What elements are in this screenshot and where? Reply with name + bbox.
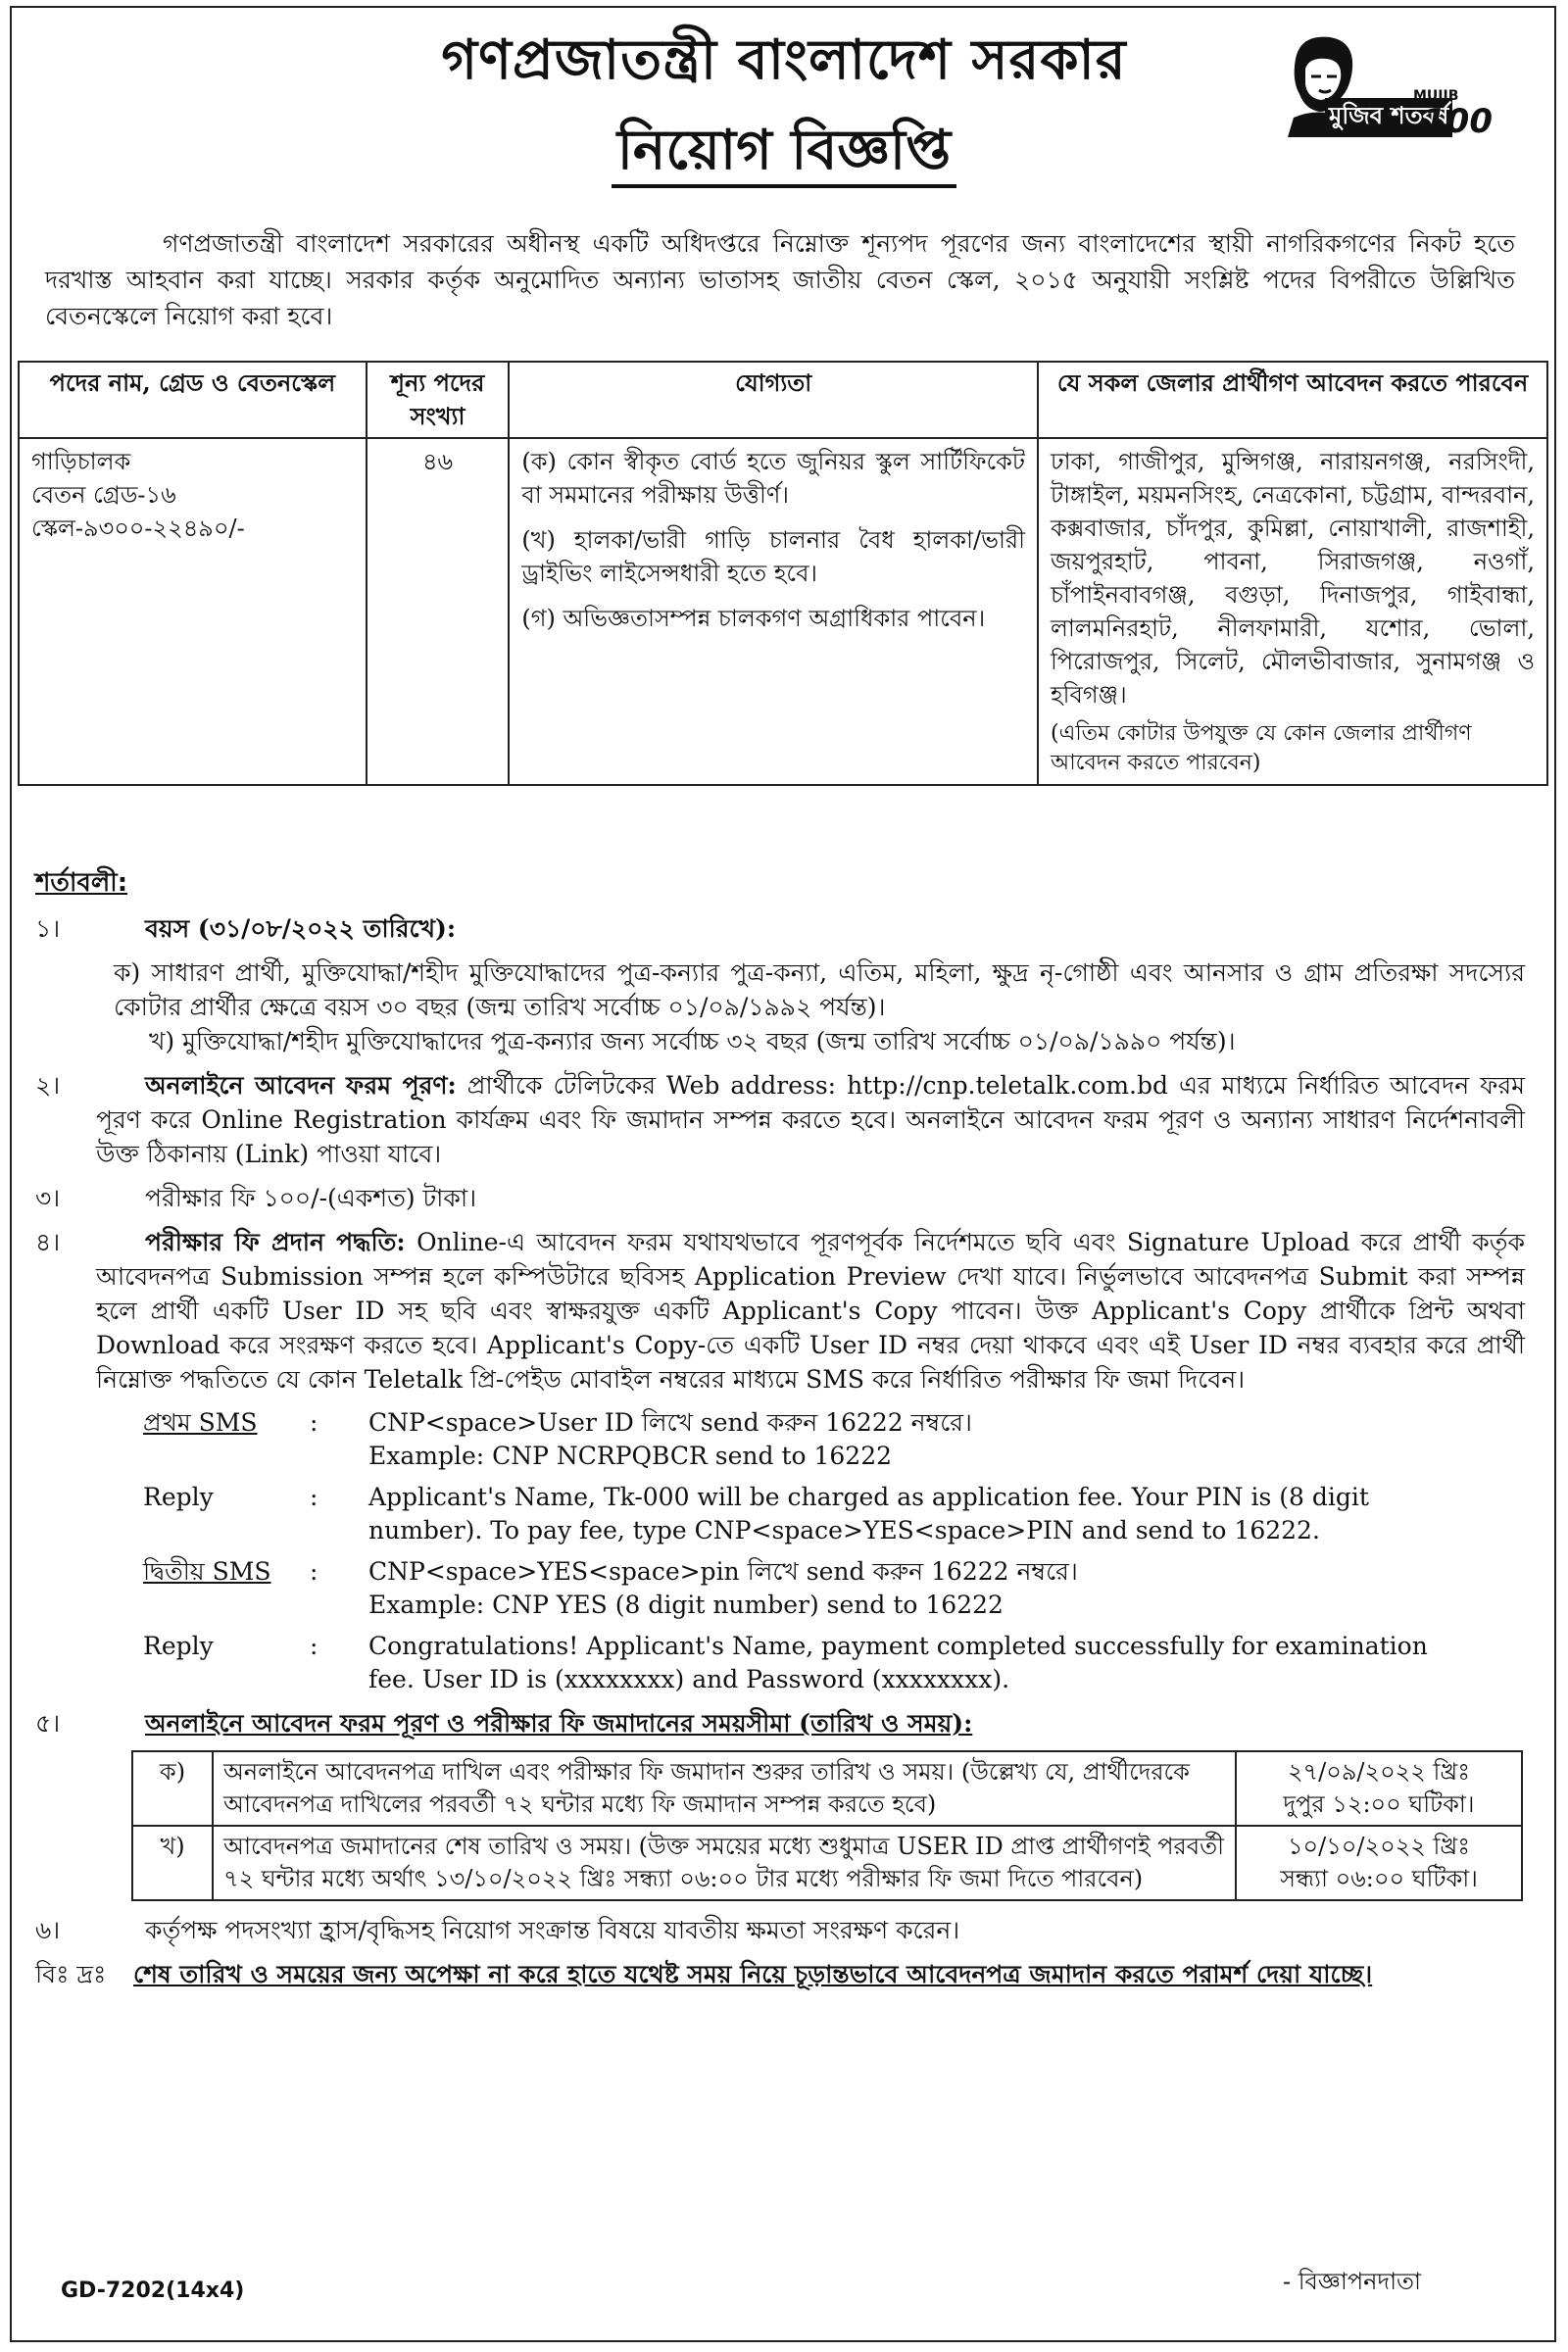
table-row — [132, 1826, 1522, 1900]
age-rule-a: ক) সাধারণ প্রার্থী, মুক্তিযোদ্ধা/শহীদ মুক্তিযোদ্ধাদের পুত্র-কন্যার পুত্র-কন্যা, এতিম, মহিলা, ক্ষুদ্র নৃ-গোষ্ঠী এবং আনসার ও গ্রাম প্রতিরক্ষা সদস্যের কোটার প্রার্থীর ক্ষেত্রে বয়স ৩০ বছর (জন্ম তারিখ সর্বোচ্চ ০১/০৯/১৯৯২ পর্যন্ত)। — [114, 958, 1525, 1021]
sms-colon: : — [310, 1408, 318, 1437]
header-vacancies: শূন্য পদের সংখ্যা — [367, 362, 510, 438]
header-districts: যে সকল জেলার প্রার্থীগণ আবেদন করতে পারবেন — [1038, 362, 1547, 438]
note-text: শেষ তারিখ ও সময়ের জন্য অপেক্ষা না করে হাতে যথেষ্ট সময় নিয়ে চূড়ান্তভাবে আবেদনপত্র জমাদান করতে পরামর্শ দেয়া যাচ্ছে। — [133, 1960, 1373, 1988]
table-row — [132, 1751, 1522, 1826]
condition-authority — [35, 1913, 1525, 1947]
qualification-item: (গ) অভিজ্ঞতাসম্পন্ন চালকগণ অগ্রাধিকার পাবেন। — [521, 605, 986, 632]
condition-online-form — [35, 1068, 1525, 1171]
note-label: বিঃ দ্রঃ — [35, 1960, 107, 1988]
table-header-row — [19, 362, 1547, 438]
district-list: ঢাকা, গাজীপুর, মুন্সিগঞ্জ, নারায়নগঞ্জ, নরসিংদী, টাঙ্গাইল, ময়মনসিংহ, নেত্রকোনা, চট্টগ্রাম, বান্দরবান, কক্সবাজার, চাঁদপুর, কুমিল্লা, নোয়াখালী, রাজশাহী, জয়পুরহাট, পাবনা, সিরাজগঞ্জ, নওগাঁ, চাঁপাইনবাবগঞ্জ, বগুড়া, দিনাজপুর, গাইবান্ধা, লালমনিরহাট, নীলফামারী, যশোর, ভোলা, পিরোজপুর, সিলেট, মৌলভীবাজার, সুনামগঞ্জ ও হবিগঞ্জ। — [1051, 448, 1535, 709]
notice-title-text: নিয়োগ বিজ্ঞপ্তি — [612, 119, 956, 188]
intro-paragraph: গণপ্রজাতন্ত্রী বাংলাদেশ সরকারের অধীনস্থ একটি অধিদপ্তরে নিম্নোক্ত শূন্যপদ পূরণের জন্য বাংলাদেশের স্থায়ী নাগরিকগণের নিকট হতে দরখাস্ত আহবান করা যাচ্ছে। সরকার কর্তৃক অনুমোদিত অন্যান্য ভাতাসহ জাতীয় বেতন স্কেল, ২০১৫ অনুযায়ী সংশ্লিষ্ট পদের বিপরীতে উল্লিখিত বেতনস্কেলে নিয়োগ করা হবে। — [45, 229, 1515, 330]
post-cell — [19, 438, 367, 785]
condition-fee — [35, 1181, 1525, 1215]
condition-text: Online-এ আবেদন ফরম যথাযথভাবে পূরণপূর্বক নির্দেশমতে ছবি এবং Signature Upload করে প্রার্থী কর্তৃক আবেদনপত্র Submission সম্পন্ন হলে কম্পিউটারে ছবিসহ Application Preview দেখা যাবে। নির্ভুলভাবে আবেদনপত্র Submit করা সম্পন্ন হলে প্রার্থী একটি User ID সহ ছবি এবং স্বাক্ষরযুক্ত একটি Applicant's Copy পাবেন। উক্ত Applicant's Copy প্রার্থীকে প্রিন্ট অথবা Download করে সংরক্ষণ করতে হবে। Applicant's Copy-তে একটি User ID নম্বর দেয়া থাকবে এবং এই User ID নম্বর ব্যবহার করে প্রার্থী নিম্নোক্ত পদ্ধতিতে যে কোন Teletalk প্রি-পেইড মোবাইল নম্বরের মাধ্যমে SMS করে নির্ধারিত পরীক্ষার ফি জমা দিবেন। — [96, 1228, 1525, 1394]
post-name: গাড়িচালক — [31, 448, 131, 475]
sms-text: Congratulations! Applicant's Name, payment completed successfully for examination fee. User ID is (xxxxxxxx) and Password (xxxxxxxx). — [368, 1632, 1428, 1693]
condition-deadline — [35, 1706, 1525, 1740]
districts-cell — [1038, 438, 1547, 785]
conditions-heading: শর্তাবলী: — [35, 868, 128, 898]
condition-number: ১। — [35, 914, 61, 943]
condition-lead: অনলাইনে আবেদন ফরম পূরণ ও পরীক্ষার ফি জমাদানের সময়সীমা (তারিখ ও সময়): — [145, 1709, 973, 1738]
condition-text: পরীক্ষার ফি ১০০/-(একশত) টাকা। — [145, 1184, 477, 1212]
schedule-time: সন্ধ্যা ০৬:০০ ঘটিকা। — [1280, 1865, 1478, 1892]
qualification-cell — [509, 438, 1038, 785]
mujib-100-logo — [1266, 29, 1521, 157]
schedule-key: খ) — [132, 1826, 213, 1900]
schedule-datetime — [1236, 1751, 1522, 1826]
qualification-item: (খ) হালকা/ভারী গাড়ি চালনার বৈধ হালকা/ভারী ড্রাইভিং লাইসেন্সধারী হতে হবে। — [521, 526, 1025, 587]
sms-label: Reply — [143, 1483, 214, 1511]
sms-instructions — [143, 1406, 1525, 1696]
logo-english-text: MUJIB — [1413, 88, 1459, 104]
sms-text: CNP<space>YES<space>pin লিখে send করুন 16222 নম্বরে। Example: CNP YES (8 digit number) send to 16222 — [368, 1557, 1078, 1619]
district-note: (এতিম কোটার উপযুক্ত যে কোন জেলার প্রার্থীগণ আবেদন করতে পারবেন) — [1051, 721, 1472, 775]
schedule-table — [131, 1750, 1523, 1901]
gd-code: GD-7202(14x4) — [61, 2278, 245, 2303]
condition-age — [35, 911, 1525, 946]
post-grade: বেতন গ্রেড-১৬ — [31, 481, 176, 509]
schedule-datetime — [1236, 1826, 1522, 1900]
schedule-text: অনলাইনে আবেদনপত্র দাখিল এবং পরীক্ষার ফি জমাদান শুরুর তারিখ ও সময়। (উল্লেখ্য যে, প্রার্থীদেরকে আবেদনপত্র দাখিলের পরবর্তী ৭২ ঘন্টার মধ্যে ফি জমাদান সম্পন্ন করতে হবে) — [213, 1751, 1236, 1826]
schedule-date: ২৭/০৯/২০২২ খ্রিঃ — [1287, 1758, 1471, 1786]
header-post-name: পদের নাম, গ্রেড ও বেতনস্কেল — [19, 362, 367, 438]
table-row — [19, 438, 1547, 785]
condition-number: ৫। — [35, 1709, 61, 1738]
conditions-section — [35, 862, 1525, 1991]
condition-lead: অনলাইনে আবেদন ফরম পূরণ: — [145, 1071, 457, 1100]
schedule-time: দুপুর ১২:০০ ঘটিকা। — [1283, 1790, 1475, 1818]
sms-label: প্রথম SMS — [143, 1408, 258, 1437]
special-note — [35, 1957, 1525, 1991]
schedule-text: আবেদনপত্র জমাদানের শেষ তারিখ ও সময়। (উক্ত সময়ের মধ্যে শুধুমাত্র USER ID প্রাপ্ত প্রার্থীগণই পরবর্তী ৭২ ঘন্টার মধ্যে অর্থাৎ ১৩/১০/২০২২ খ্রিঃ সন্ধ্যা ০৬:০০ টার মধ্যে পরীক্ষার ফি জমা দিতে পারবেন) — [213, 1826, 1236, 1900]
condition-number: ২। — [35, 1071, 61, 1100]
sms-colon: : — [310, 1557, 318, 1586]
condition-number: ৪। — [35, 1228, 61, 1256]
logo-number: 100 — [1423, 102, 1493, 141]
condition-text: কর্তৃপক্ষ পদসংখ্যা হ্রাস/বৃদ্ধিসহ নিয়োগ সংক্রান্ত বিষয়ে যাবতীয় ক্ষমতা সংরক্ষণ করেন। — [145, 1916, 960, 1944]
qualification-item: (ক) কোন স্বীকৃত বোর্ড হতে জুনিয়র স্কুল সার্টিফিকেট বা সমমানের পরীক্ষায় উত্তীর্ণ। — [521, 448, 1025, 509]
sms-text: Applicant's Name, Tk-000 will be charged as application fee. Your PIN is (8 digit number). To pay fee, type CNP<space>YES<space>PIN and send to 16222. — [368, 1483, 1369, 1544]
condition-text: প্রার্থীকে টেলিটকের Web address: http://cnp.teletalk.com.bd এর মাধ্যমে নির্ধারিত আবেদন ফরম পূরণ করে Online Registration কার্যক্রম এবং ফি জমাদান সম্পন্ন করতে হবে। অনলাইনে আবেদন ফরম পূরণ ও অন্যান্য সাধারণ নির্দেশনাবলী উক্ত ঠিকানায় (Link) পাওয়া যাবে। — [96, 1071, 1525, 1168]
sms-colon: : — [310, 1483, 318, 1511]
sms-label: Reply — [143, 1632, 214, 1660]
sms-colon: : — [310, 1632, 318, 1660]
condition-number: ৩। — [35, 1184, 61, 1212]
schedule-key: ক) — [132, 1751, 213, 1826]
condition-fee-method — [35, 1225, 1525, 1396]
vacancy-count: ৪৬ — [367, 438, 510, 785]
government-title: গণপ্রজাতন্ত্রী বাংলাদেশ সরকার — [441, 28, 1127, 92]
condition-number: ৬। — [35, 1916, 61, 1944]
condition-lead: বয়স (৩১/০৮/২০২২ তারিখে): — [145, 914, 457, 943]
age-rule-b: খ) মুক্তিযোদ্ধা/শহীদ মুক্তিযোদ্ধাদের পুত্র-কন্যার জন্য সর্বোচ্চ ৩২ বছর (জন্ম তারিখ সর্বোচ্চ ০১/০৯/১৯৯০ পর্যন্ত)। — [149, 1027, 1236, 1055]
vacancy-table — [18, 361, 1548, 786]
schedule-date: ১০/১০/২০২২ খ্রিঃ — [1287, 1833, 1471, 1860]
condition-lead: পরীক্ষার ফি প্রদান পদ্ধতি: — [145, 1228, 406, 1256]
logo-bangla-text: মুজিব শতবর্ষ — [1325, 98, 1452, 137]
advertiser-label: - বিজ্ঞাপনদাতা — [1282, 2268, 1421, 2295]
sms-label: দ্বিতীয় SMS — [143, 1557, 271, 1586]
header-qualification: যোগ্যতা — [509, 362, 1038, 438]
post-scale: স্কেল-৯৩০০-২২৪৯০/- — [31, 514, 245, 542]
sms-text: CNP<space>User ID লিখে send করুন 16222 নম্বরে। Example: CNP NCRPQBCR send to 16222 — [368, 1408, 972, 1470]
